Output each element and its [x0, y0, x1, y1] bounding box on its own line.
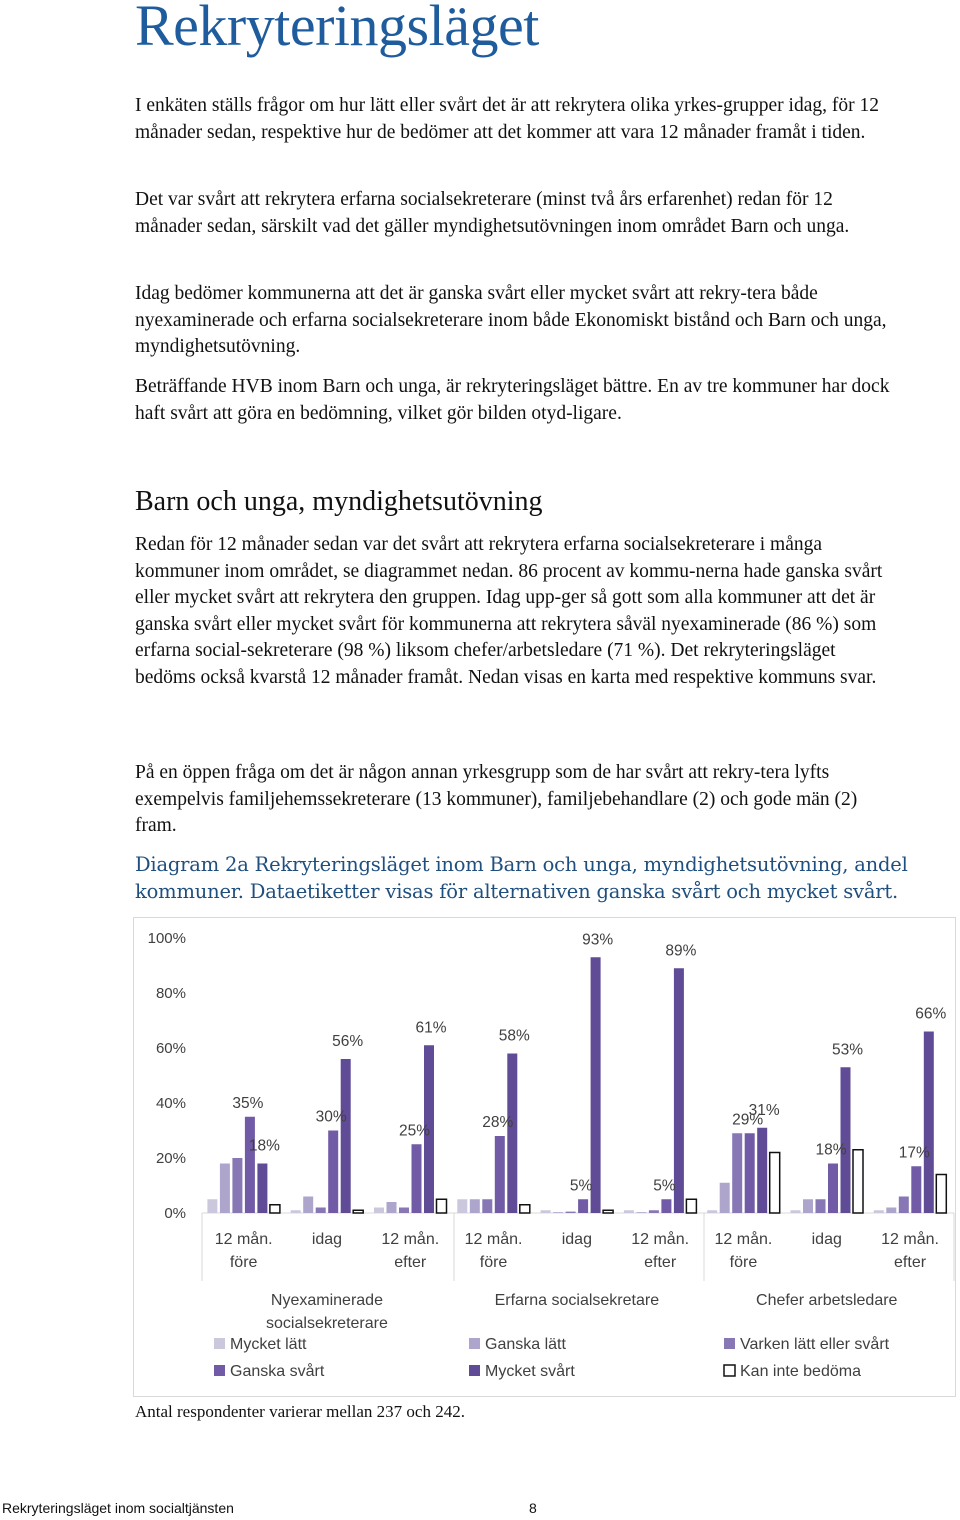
data-label: 5%	[653, 1177, 676, 1195]
bar-varken-lätt-eller-svårt	[316, 1208, 326, 1214]
bar-chart	[134, 918, 955, 1396]
bar-ganska-svårt	[245, 1117, 255, 1213]
data-label: 18%	[248, 1137, 280, 1155]
chart-container	[133, 917, 956, 1397]
bar-ganska-svårt	[745, 1133, 755, 1213]
section-paragraph-2: På en öppen fråga om det är någon annan yrkesgrupp som de har svårt att rekry-tera lyfts exempelvis familjehemssekreterare (13 kommuner), familjebehandlare (2) och gode män (2) fram.	[135, 762, 858, 836]
legend-label: Ganska svårt	[230, 1363, 325, 1380]
data-label: 56%	[332, 1033, 364, 1050]
bar-ganska-lätt	[803, 1199, 813, 1213]
data-label: 18%	[815, 1141, 847, 1159]
bar-ganska-lätt	[636, 1212, 646, 1213]
x-tick-label: 12 mån.	[881, 1231, 939, 1248]
legend-label: Varken lätt eller svårt	[740, 1336, 890, 1353]
legend-label: Mycket svårt	[485, 1363, 575, 1380]
bar-varken-lätt-eller-svårt	[482, 1199, 492, 1213]
page-title: Rekryteringsläget	[135, 0, 539, 58]
data-label: 5%	[569, 1177, 593, 1195]
data-label: 31%	[748, 1101, 780, 1119]
data-label: 58%	[498, 1027, 530, 1045]
bar-kan-inte-bedöma	[353, 1210, 363, 1213]
paragraph-hvb: Beträffande HVB inom Barn och unga, är rekryteringsläget bättre. En av tre kommuner har dock haft svårt att göra en bedömning, vilket gör bilden otyd-ligare.	[135, 376, 890, 424]
x-tick-label: 12 mån.	[381, 1231, 440, 1248]
data-label: 93%	[582, 931, 614, 949]
group-label: Erfarna socialsekretare	[494, 1292, 660, 1309]
bar-ganska-svårt	[828, 1164, 838, 1214]
data-label: 28%	[482, 1114, 514, 1131]
bar-ganska-lätt	[470, 1199, 480, 1213]
legend-swatch	[469, 1338, 480, 1349]
bar-varken-lätt-eller-svårt	[816, 1199, 826, 1213]
x-tick-label: idag	[311, 1231, 343, 1248]
x-tick-label: 12 mån.	[464, 1231, 523, 1248]
section-heading: Barn och unga, myndighetsutövning	[135, 486, 543, 517]
data-label: 25%	[398, 1122, 431, 1140]
group-label: Chefer arbetsledare	[756, 1292, 898, 1309]
data-label: 17%	[898, 1144, 930, 1162]
page-number: 8	[529, 1500, 537, 1516]
bar-ganska-lätt	[720, 1183, 730, 1213]
x-tick-label: 12 mån.	[631, 1231, 690, 1248]
bar-ganska-lätt	[220, 1164, 230, 1214]
bar-mycket-lätt	[707, 1210, 717, 1213]
paragraph-experienced: Det var svårt att rekrytera erfarna socialsekreterare (minst två års erfarenhet) redan för 12 månader sedan, särskilt vad det gäller myndighetsutövningen inom området Barn och unga.	[135, 189, 850, 237]
bar-varken-lätt-eller-svårt	[649, 1210, 659, 1213]
bar-kan-inte-bedöma	[270, 1205, 280, 1213]
bar-kan-inte-bedöma	[520, 1205, 530, 1213]
diagram-caption: Diagram 2a Rekryteringsläget inom Barn och unga, myndighetsutövning, andel kommuner. Dataetiketter visas för alternativen ganska svårt och mycket svårt.	[135, 853, 908, 903]
x-tick-label: före	[729, 1254, 758, 1271]
legend-label: Mycket lätt	[230, 1336, 307, 1353]
y-tick-label: 20%	[155, 1150, 186, 1167]
bar-mycket-lätt	[541, 1210, 551, 1213]
bar-varken-lätt-eller-svårt	[399, 1208, 409, 1214]
data-label: 66%	[915, 1005, 947, 1023]
bar-ganska-lätt	[303, 1197, 313, 1214]
x-tick-label: före	[479, 1254, 508, 1271]
bar-ganska-lätt	[553, 1212, 563, 1213]
bar-mycket-lätt	[624, 1210, 634, 1213]
bar-ganska-svårt	[911, 1166, 921, 1213]
bar-varken-lätt-eller-svårt	[566, 1212, 576, 1213]
bar-mycket-lätt	[457, 1199, 467, 1213]
group-label: socialsekreterare	[266, 1315, 388, 1332]
bar-ganska-svårt	[495, 1136, 505, 1213]
paragraph-today: Idag bedömer kommunerna att det är ganska svårt eller mycket svårt att rekry-tera både nyexaminerade och erfarna socialsekreterare inom både Ekonomiskt bistånd och Barn och unga, myndighetsutövning.	[135, 283, 887, 357]
data-label: 61%	[415, 1019, 447, 1037]
legend-swatch	[214, 1338, 225, 1349]
legend-swatch	[724, 1365, 735, 1376]
bar-kan-inte-bedöma	[853, 1150, 863, 1213]
group-label: Nyexaminerade	[270, 1292, 383, 1309]
y-tick-label: 80%	[155, 985, 186, 1002]
bar-mycket-svårt	[507, 1054, 517, 1214]
y-tick-label: 40%	[155, 1095, 186, 1112]
section-paragraph-1: Redan för 12 månader sedan var det svårt att rekrytera erfarna socialsekreterare i många kommuner inom området, se diagrammet nedan. 86 procent av kommu-nerna hade ganska svårt eller mycket svårt att rekrytera den gruppen. Idag upp-ger så gott som alla kommuner att det är ganska svårt eller mycket svårt för kommunerna att rekrytera såväl nyexaminerade (86 %) som erfarna social-sekreterare (98 %) liksom chefer/arbetsledare (71 %). Det rekryteringsläget bedöms också kvarstå 12 månader framåt. Nedan visas en karta med respektive kommuns svar.	[135, 534, 883, 688]
bar-kan-inte-bedöma	[936, 1175, 946, 1214]
bar-varken-lätt-eller-svårt	[732, 1133, 742, 1213]
legend-swatch	[724, 1338, 735, 1349]
y-tick-label: 100%	[147, 930, 186, 947]
data-label: 89%	[665, 942, 697, 960]
bar-varken-lätt-eller-svårt	[899, 1197, 909, 1214]
chart-footnote: Antal respondenter varierar mellan 237 och 242.	[135, 1402, 465, 1421]
bar-ganska-lätt	[387, 1202, 397, 1213]
bar-kan-inte-bedöma	[686, 1199, 696, 1213]
x-tick-label: efter	[894, 1254, 927, 1271]
x-tick-label: idag	[561, 1231, 592, 1248]
bar-mycket-svårt	[341, 1059, 351, 1213]
bar-ganska-svårt	[328, 1131, 338, 1214]
intro-paragraph: I enkäten ställs frågor om hur lätt eller svårt det är att rekrytera olika yrkes-grupper idag, för 12 månader sedan, respektive hur de bedömer att det kommer att vara 12 månader framåt i tiden.	[135, 95, 879, 143]
x-tick-label: 12 mån.	[214, 1231, 273, 1248]
bar-mycket-svårt	[924, 1032, 934, 1214]
legend-label: Kan inte bedöma	[740, 1363, 861, 1380]
legend-swatch	[469, 1365, 480, 1376]
bar-mycket-svårt	[257, 1164, 267, 1214]
x-tick-label: efter	[644, 1254, 677, 1271]
data-label: 29%	[732, 1111, 764, 1129]
x-tick-label: 12 mån.	[714, 1231, 773, 1248]
legend-label: Ganska lätt	[485, 1336, 566, 1353]
bar-kan-inte-bedöma	[603, 1210, 613, 1213]
x-tick-label: efter	[394, 1254, 427, 1271]
data-label: 53%	[831, 1041, 864, 1059]
x-tick-label: före	[229, 1254, 258, 1271]
bar-mycket-svårt	[757, 1128, 767, 1213]
footer-title: Rekryteringsläget inom socialtjänsten	[2, 1500, 234, 1516]
bar-mycket-lätt	[291, 1210, 301, 1213]
legend-swatch	[214, 1365, 225, 1376]
bar-mycket-lätt	[874, 1210, 884, 1213]
bar-mycket-lätt	[374, 1208, 384, 1214]
data-label: 35%	[232, 1094, 264, 1112]
x-tick-label: idag	[811, 1231, 842, 1248]
bar-ganska-svårt	[661, 1199, 671, 1213]
y-tick-label: 60%	[155, 1040, 186, 1057]
bar-varken-lätt-eller-svårt	[232, 1158, 242, 1213]
bar-ganska-lätt	[886, 1208, 896, 1214]
bar-mycket-svårt	[841, 1067, 851, 1213]
bar-kan-inte-bedöma	[770, 1153, 780, 1214]
bar-ganska-svårt	[578, 1199, 588, 1213]
bar-mycket-svårt	[591, 957, 601, 1213]
data-label: 30%	[315, 1108, 347, 1126]
bar-mycket-lätt	[791, 1210, 801, 1213]
bar-kan-inte-bedöma	[437, 1199, 447, 1213]
bar-mycket-lätt	[207, 1199, 217, 1213]
y-tick-label: 0%	[164, 1205, 186, 1222]
bar-ganska-svårt	[412, 1144, 422, 1213]
